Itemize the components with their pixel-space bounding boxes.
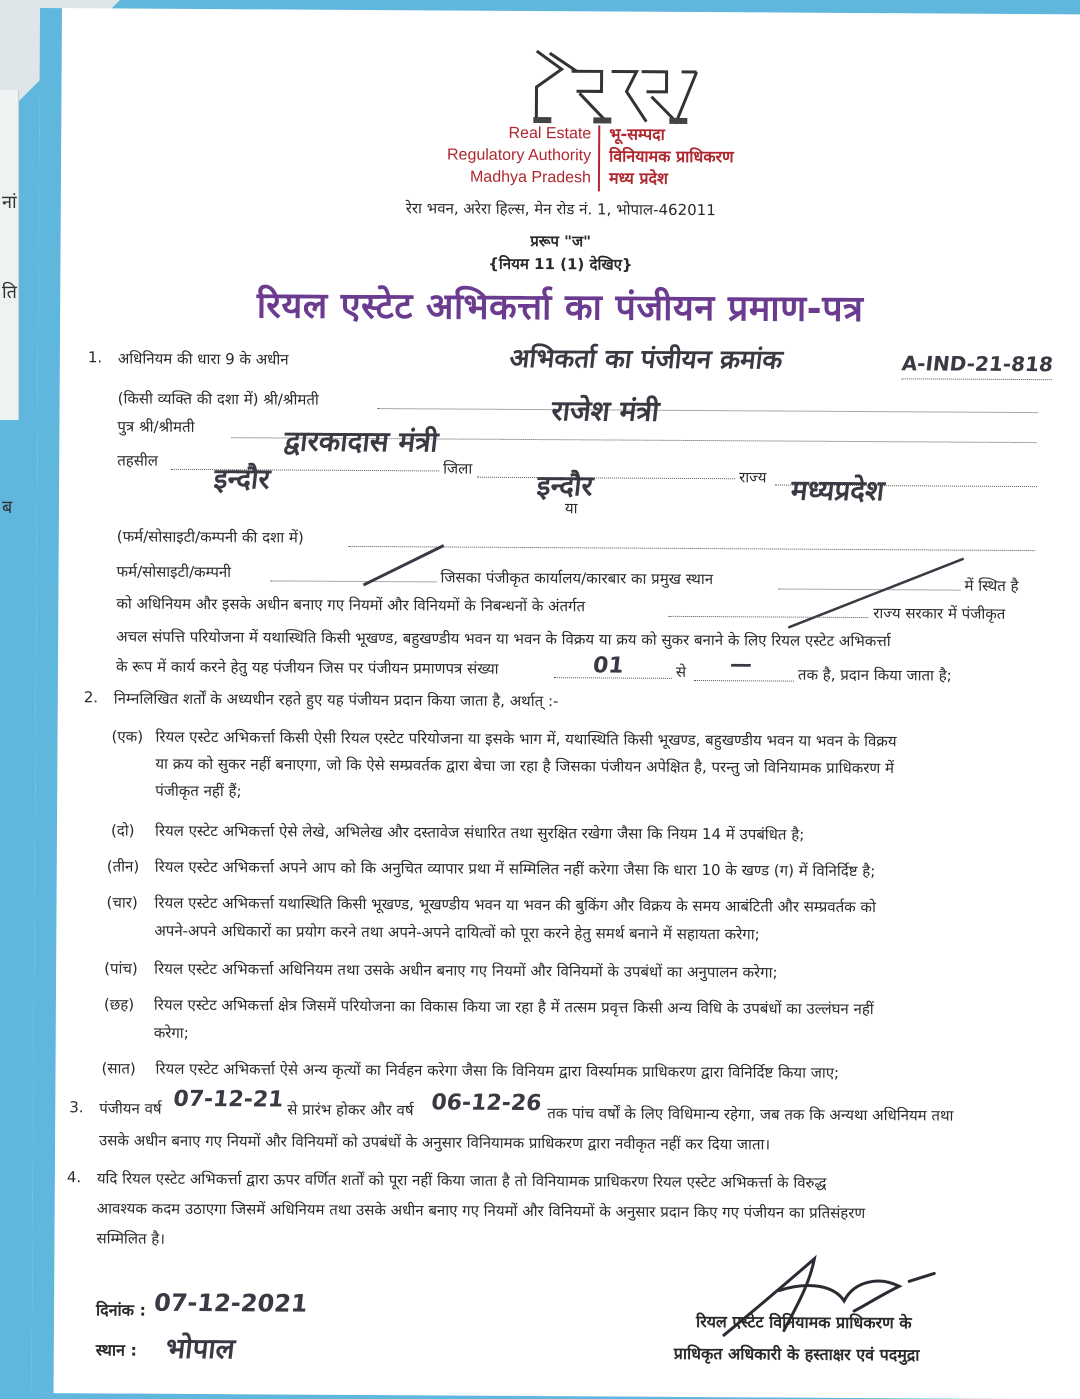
brand-hi-line: भू-सम्पदा xyxy=(609,124,665,144)
state-label: राज्य xyxy=(739,468,767,487)
section1-text-b: अचल संपत्ति परियोजना में यथास्थिति किसी भूखण्ड, बहुखण्डीय भवन या भवन के विक्रय या क्रय को सुकर बनाने के लिए रियल एस्टेट अभिकर्त्ता xyxy=(116,627,891,651)
district-value: इन्दौर xyxy=(535,469,595,503)
brand-english xyxy=(411,122,591,189)
condition-text: करेगा; xyxy=(153,1023,189,1042)
issue-place: भोपाल xyxy=(163,1331,237,1366)
section3-text: उसके अधीन बनाए गए नियमों और विनियमों को उपबंधों के अनुसार विनियामक प्राधिकरण द्वारा नवीकृत नहीं कर दिया जाता। xyxy=(99,1131,771,1154)
section1-text-a: को अधिनियम और इसके अधीन बनाए गए नियमों और विनियमों के निबन्धनों के अंतर्गत xyxy=(116,594,586,616)
section-number: 1. xyxy=(87,348,103,367)
tehsil-label: तहसील xyxy=(117,451,159,470)
condition-label: (पांच) xyxy=(104,959,138,978)
authority-address: रेरा भवन, अरेरा हिल्स, मेन रोड नं. 1, भोपाल-462011 xyxy=(405,199,716,220)
tehsil-value: इन्दौर xyxy=(212,462,272,496)
underlying-page-edge xyxy=(0,90,19,518)
state-value: मध्यप्रदेश xyxy=(789,473,887,508)
condition-text: रियल एस्टेट अभिकर्त्ता ऐसे अन्य कृत्यों का निर्वहन करेगा जैसा कि विनियम द्वारा विर्स्यामक प्राधिकरण द्वारा विनिर्दिष्ट किया जाए; xyxy=(155,1059,840,1082)
condition-text: रियल एस्टेट अभिकर्त्ता अपने आप को कि अनुचित व्यापार प्रथा में सम्मिलित नहीं करेगा जैसा कि धारा 10 के खण्ड (ग) में विनिर्दिष्ट है; xyxy=(154,857,876,881)
condition-text: अपने-अपने अधिकारों का प्रयोग करने तथा अपने-अपने दायित्वों को पूरा करने हेतु समर्थ बनाने में सहायता करेगा; xyxy=(154,921,760,944)
section-number: 3. xyxy=(69,1098,84,1117)
place-label: स्थान : xyxy=(95,1340,137,1360)
condition-label: (एक) xyxy=(111,727,144,746)
certificate-title: रियल एस्टेट अभिकर्त्ता का पंजीयन प्रमाण-पत्र xyxy=(256,285,864,331)
section-number: 4. xyxy=(66,1168,82,1187)
agent-name: राजेश मंत्री xyxy=(549,394,662,428)
registration-number-label: अभिकर्ता का पंजीयन क्रमांक xyxy=(507,343,785,376)
signatory-title: रियल एस्टेट विनियामक प्राधिकरण के xyxy=(695,1312,912,1333)
certificate-number: 01 xyxy=(591,653,626,679)
father-label: पुत्र श्री/श्रीमती xyxy=(117,417,195,436)
underlying-text: ब xyxy=(2,497,13,518)
section3-text: से प्रारंभ होकर और वर्ष xyxy=(287,1100,414,1120)
condition-label: (छह) xyxy=(103,995,135,1014)
condition-label: (तीन) xyxy=(106,857,140,876)
condition-label: (दो) xyxy=(110,821,135,840)
section3-text: पंजीयन वर्ष xyxy=(99,1099,162,1118)
district-label: जिला xyxy=(443,459,473,478)
certificate-sheet xyxy=(32,8,1080,1399)
form-label: प्ररूप "ज" xyxy=(530,231,591,251)
section1-text-a-end: राज्य सरकार में पंजीकृत xyxy=(873,604,1006,623)
brand-en-line: Real Estate xyxy=(508,124,592,143)
rule-reference: {नियम 11 (1) देखिए} xyxy=(488,254,633,274)
brand-en-line: Regulatory Authority xyxy=(446,146,592,165)
name-label: (किसी व्यक्ति की दशा में) श्री/श्रीमती xyxy=(117,389,319,409)
brand-hindi xyxy=(609,123,829,190)
from-text: से xyxy=(675,662,687,681)
underlying-text: नां xyxy=(2,192,17,213)
brand-hi-line: मध्य प्रदेश xyxy=(608,168,668,188)
section-number: 2. xyxy=(83,688,99,707)
condition-text: रियल एस्टेट अभिकर्त्ता ऐसे लेखे, अभिलेख और दस्तावेज संधारित तथा सुरक्षित रखेगा जैसा कि नियम 14 में उपबंधित है; xyxy=(154,821,805,844)
firm-case-label: (फर्म/सोसाइटी/कम्पनी की दशा में) xyxy=(116,527,304,547)
brand-divider xyxy=(598,125,600,191)
date-label: दिनांक : xyxy=(95,1300,147,1320)
rera-logo xyxy=(531,41,702,132)
condition-text: रियल एस्टेट अभिकर्त्ता अधिनियम तथा उसके अधीन बनाए गए नियमों और विनियमों के उपबंधों का अनुपालन करेगा; xyxy=(154,959,778,982)
valid-from-date: 07-12-21 xyxy=(171,1086,285,1113)
condition-text: रियल एस्टेट अभिकर्त्ता यथास्थिति किसी भूखण्ड, भूखण्डीय भवन या भवन की बुकिंग और विक्रय के समय आबंटिती और सम्प्रवर्तक को xyxy=(154,893,876,917)
section4-text: सम्मिलित है। xyxy=(96,1229,166,1248)
situated-text: में स्थित है xyxy=(964,576,1019,595)
underlying-text: ति xyxy=(2,282,17,303)
to-value: — xyxy=(728,652,754,678)
valid-to-date: 06-12-26 xyxy=(429,1090,543,1117)
section4-text: यदि रियल एस्टेट अभिकर्त्ता द्वारा ऊपर वर्णित शर्तों को पूरा नहीं किया जाता है तो विनियामक प्राधिकरण रियल एस्टेट अभिकर्त्ता के विरुद्ध xyxy=(96,1169,827,1192)
condition-text: रियल एस्टेट अभिकर्त्ता किसी ऐसी रियल एस्टेट परियोजना या इसके भाग में, यथास्थिति किसी भूखण्ड, बहुखण्डीय भवन या भवन के विक्रय xyxy=(155,727,897,751)
registration-number: A-IND-21-818 xyxy=(900,351,1055,377)
brand-hi-line: विनियामक प्राधिकरण xyxy=(609,146,734,167)
strike-mark xyxy=(358,540,448,591)
section1-text-c-end: तक है, प्रदान किया जाता है; xyxy=(797,665,952,685)
firm-label: फर्म/सोसाइटी/कम्पनी xyxy=(116,562,232,582)
brand-en-line: Madhya Pradesh xyxy=(469,168,592,187)
or-text: या xyxy=(564,499,578,518)
office-label: जिसका पंजीकृत कार्यालय/कारबार का प्रमुख स्थान xyxy=(440,568,714,589)
father-name: द्वारकादास मंत्री xyxy=(282,424,440,459)
condition-label: (चार) xyxy=(106,893,138,912)
section2-intro: निम्नलिखित शर्तों के अध्यधीन रहते हुए यह पंजीयन प्रदान किया जाता है, अर्थात् :- xyxy=(113,689,559,711)
section4-text: आवश्यक कदम उठाएगा जिसमें अधिनियम तथा उसके अधीन बनाए गए नियमों और विनियमों के अनुसार प्रदान किए गए पंजीयन का प्रतिसंहरण xyxy=(96,1199,866,1223)
condition-text: रियल एस्टेट अभिकर्त्ता क्षेत्र जिसमें परियोजना का विकास किया जा रहा है में तत्सम प्रवृत्त किसी अन्य विधि के उपबंधों का उल्लंघन नहीं xyxy=(153,995,874,1019)
section1-intro: अधिनियम की धारा 9 के अधीन xyxy=(117,349,289,369)
section3-text: तक पांच वर्षों के लिए विधिमान्य रहेगा, जब तक कि अन्यथा अधिनियम तथा xyxy=(547,1104,954,1125)
condition-text: पंजीकृत नहीं हैं; xyxy=(155,781,242,801)
condition-label: (सात) xyxy=(101,1059,136,1078)
condition-text: या क्रय को सुकर नहीं बनाएगा, जो कि ऐसे सम्प्रवर्तक द्वारा बेचा जा रहा है जिसका पंजीयन अपेक्षित है, परन्तु जो विनियामक प्राधिकरण में xyxy=(155,754,895,778)
issue-date: 07-12-2021 xyxy=(152,1288,310,1318)
signatory-subtitle: प्राधिकृत अधिकारी के हस्ताक्षर एवं पदमुद्रा xyxy=(673,1343,920,1365)
section1-text-c: के रूप में कार्य करने हेतु यह पंजीयन जिस पर पंजीयन प्रमाणपत्र संख्या xyxy=(115,657,499,678)
